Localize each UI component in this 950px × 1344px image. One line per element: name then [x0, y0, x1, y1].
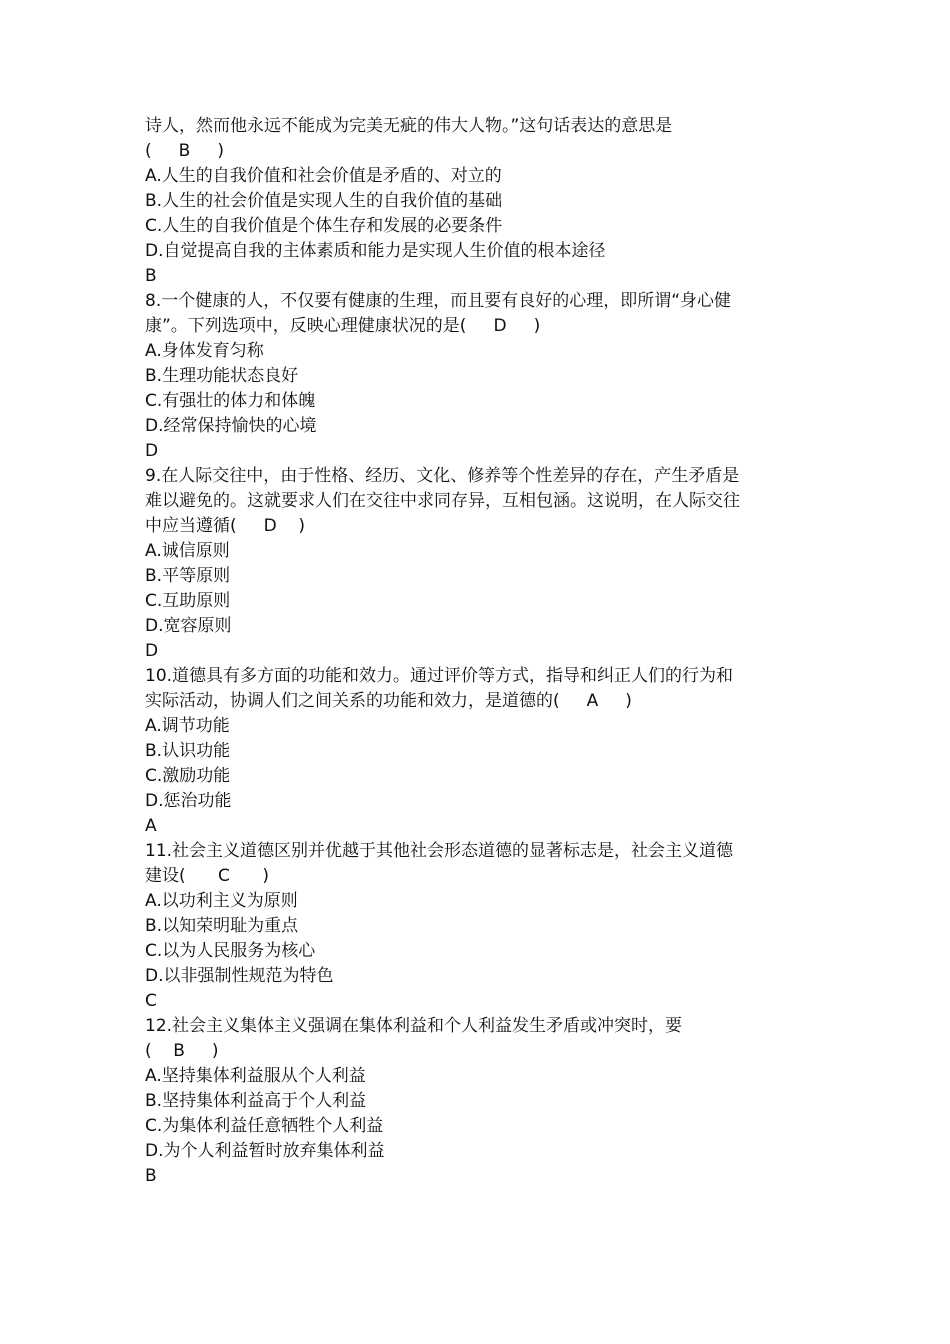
question-10-stem: 实际活动，协调人们之间关系的功能和效力，是道德的( A ): [145, 691, 632, 711]
question-8-answer: D: [145, 441, 159, 461]
question-12-answer-bracket: ( B ): [145, 1041, 219, 1061]
question-8-option-a: A.身体发育匀称: [145, 341, 264, 361]
question-12-option-d: D.为个人利益暂时放弃集体利益: [145, 1141, 385, 1161]
question-7-answer-bracket: ( B ): [145, 141, 224, 161]
question-10-answer: A: [145, 816, 157, 836]
question-9-stem: 中应当遵循( D ): [145, 516, 305, 536]
question-10-option-a: A.调节功能: [145, 716, 230, 736]
document-page: [145, 114, 815, 1189]
question-7-option-d: D.自觉提高自我的主体素质和能力是实现人生价值的根本途径: [145, 241, 606, 261]
question-10-option-b: B.认识功能: [145, 741, 231, 761]
question-11-option-c: C.以为人民服务为核心: [145, 941, 316, 961]
question-12-option-a: A.坚持集体利益服从个人利益: [145, 1066, 366, 1086]
question-11-option-a: A.以功利主义为原则: [145, 891, 298, 911]
question-11-stem: 建设( C ): [145, 866, 269, 886]
question-8-stem: 康”。下列选项中，反映心理健康状况的是( D ): [145, 316, 541, 336]
question-7-option-a: A.人生的自我价值和社会价值是矛盾的、对立的: [145, 166, 502, 186]
question-9-option-d: D.宽容原则: [145, 616, 232, 636]
question-9-option-c: C.互助原则: [145, 591, 231, 611]
question-9-answer: D: [145, 641, 159, 661]
question-8-option-d: D.经常保持愉快的心境: [145, 416, 317, 436]
question-9-option-b: B.平等原则: [145, 566, 231, 586]
question-9-stem: 9.在人际交往中，由于性格、经历、文化、修养等个性差异的存在，产生矛盾是: [145, 466, 740, 486]
question-10-option-d: D.惩治功能: [145, 791, 232, 811]
question-12-stem: 12.社会主义集体主义强调在集体利益和个人利益发生矛盾或冲突时，要: [145, 1016, 683, 1036]
question-7-option-c: C.人生的自我价值是个体生存和发展的必要条件: [145, 216, 503, 236]
question-8-stem: 8.一个健康的人，不仅要有健康的生理，而且要有良好的心理，即所谓“身心健: [145, 291, 732, 311]
question-12-option-b: B.坚持集体利益高于个人利益: [145, 1091, 367, 1111]
question-11-option-d: D.以非强制性规范为特色: [145, 966, 334, 986]
question-10-option-c: C.激励功能: [145, 766, 231, 786]
question-7-stem-end: 诗人，然而他永远不能成为完美无疵的伟大人物。”这句话表达的意思是: [145, 116, 673, 136]
question-7-answer: B: [145, 266, 157, 286]
question-12-answer: B: [145, 1166, 157, 1186]
question-11-option-b: B.以知荣明耻为重点: [145, 916, 299, 936]
question-10-stem: 10.道德具有多方面的功能和效力。通过评价等方式，指导和纠正人们的行为和: [145, 666, 734, 686]
question-11-stem: 11.社会主义道德区别并优越于其他社会形态道德的显著标志是，社会主义道德: [145, 841, 734, 861]
question-9-stem: 难以避免的。这就要求人们在交往中求同存异，互相包涵。这说明，在人际交往: [145, 491, 740, 511]
question-8-option-b: B.生理功能状态良好: [145, 366, 299, 386]
question-7-option-b: B.人生的社会价值是实现人生的自我价值的基础: [145, 191, 503, 211]
question-8-option-c: C.有强壮的体力和体魄: [145, 391, 316, 411]
question-12-option-c: C.为集体利益任意牺牲个人利益: [145, 1116, 384, 1136]
question-9-option-a: A.诚信原则: [145, 541, 230, 561]
question-11-answer: C: [145, 991, 157, 1011]
